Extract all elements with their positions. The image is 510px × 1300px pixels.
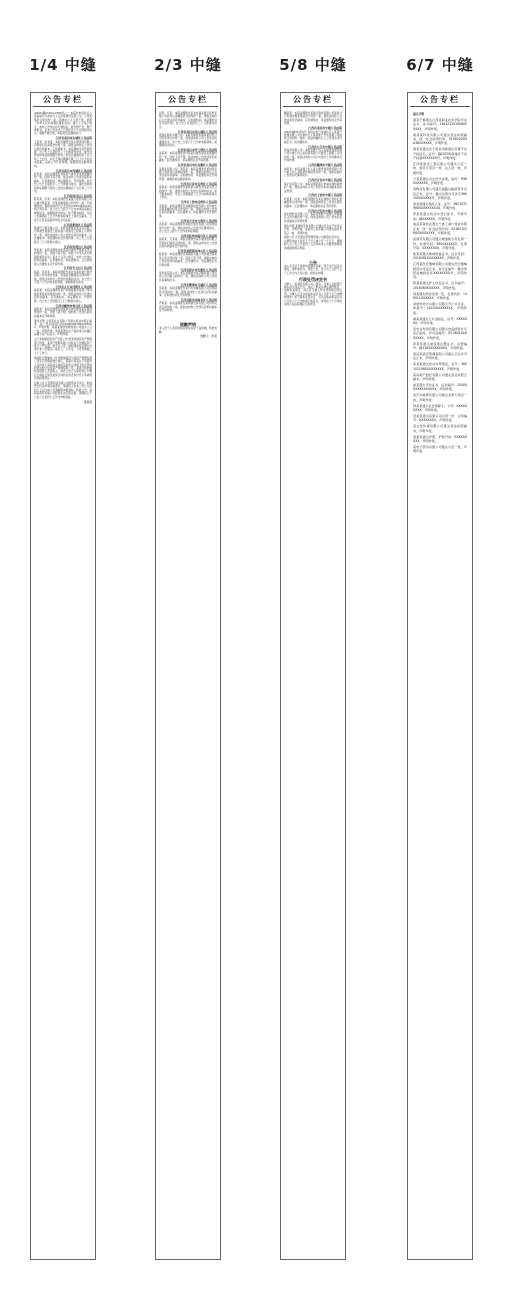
- newspaper-strip-6-7: [407, 92, 473, 1260]
- strip-header: 公告专栏: [283, 93, 343, 107]
- notice-text: 某生物科技有限公司：本院受理破产管理人申请确认合同无效纠纷一案，现依法向你公司公告送达起诉状副本及开庭传票。: [284, 212, 342, 223]
- notice-text: 某农业发展有限公司遗失食品经营许可证正副本，许可证编号：JY13601XXXXXXXX，声明作废。: [413, 326, 467, 340]
- notice-text: 注销公告 江西某科技有限公司经股东会决议，拟向登记机关申请注销登记，请债权人自本公告之日起四十五日内向公司清算组申报债权。特此公告。南昌某商贸有限公司经股东决定拟注销，请债权人于公告之日起四十五日内申报债权。: [34, 382, 92, 399]
- notice-court-title: 江西省新余市渝水区人民法院: [180, 297, 217, 302]
- notice-text: 叶某某、叶某：本院受理原告某农商银行诉你们金融借款合同纠纷一案，现依法向你们公告送达起诉状副本、应诉通知书、举证通知书及开庭传票。: [284, 197, 342, 208]
- notice-court-title: 江西省安义县人民法院: [64, 266, 92, 271]
- notice-item: [413, 362, 467, 371]
- notice-text: 徐某某遗失残疾人证，证号：3601031980XXXXXXXX44，声明作废。: [413, 201, 467, 211]
- notice-text: (2025)赣01执恢号 本院在执行申请执行人某资产管理有限公司与被执行人某房地产开发有限公司借款合同纠纷一案中，依法向被执行人公告送达执行裁定书、拍卖通知书。: [284, 130, 342, 144]
- column-label-row: [0, 54, 510, 78]
- notice-text: 邓某某遗失机动车驾驶证，证号：3601021985XXXXXXXX，声明作废。: [413, 362, 467, 371]
- notice-item: [413, 352, 467, 361]
- notice-court-title: 江西省南昌市青山湖区人民法院: [177, 129, 217, 134]
- notice-court-title: 江西省宜春市袁州区人民法院: [180, 181, 217, 186]
- notice-item: [284, 112, 342, 126]
- notice-item: [284, 179, 342, 193]
- notice-item: [159, 183, 217, 200]
- notice-text: 南昌某科技有限公司遗失营业执照副本，统一社会信用代码：91360100MA38XXXXXX，声明作废。: [413, 132, 467, 146]
- notice-item: [413, 237, 467, 250]
- notice-text: 某房地产经纪有限公司遗失营业执照正副本，声明作废。: [413, 372, 467, 382]
- notice-item: [159, 284, 217, 298]
- notice-text: 彭某某遗失建造师注册证书，注册编号：赣136XXXXXXXXX，声明作废。: [413, 341, 467, 351]
- notice-item: [413, 252, 467, 261]
- notice-court-title: 江西省九江市中级人民法院: [308, 144, 342, 149]
- notice-court-title: 江西省南昌市红谷滩区人民法院: [177, 163, 217, 168]
- notice-text: 某置业有限公司、邹某某：本院受理原告某担保有限公司诉你们追偿权纠纷一案，现依法向你们公告送达起诉状副本、应诉通知书、举证通知书及开庭传票，逾期将依法缺席裁判。: [159, 167, 217, 181]
- spacer: [284, 252, 342, 258]
- notice-text: 减资公告 江西某投资管理有限公司经股东会决议，注册资本由人民币五千万元减少至一千万元，请债权人自公告之日起四十五日内向本公司要求清偿债务或提供相应担保。: [284, 236, 342, 250]
- notice-text: 涂某遗失学位证书，证书编号：1040XXXXXXXXXXXX，声明作废。: [413, 382, 467, 392]
- notice-item: [413, 424, 467, 433]
- notice-text: 钟某某遗失社会保障卡，卡号：XXXXXXXXX，声明作废。: [413, 403, 467, 412]
- column-label-1-4: 1/4 中缝: [29, 56, 97, 74]
- notice-text: 关于并购重组及资产处置公告 经某市国有资产管理部门批准，某资产管理有限公司拟对下列债权资产进行公开处置，现予以公告。债权明细及处置方式请与本公司联系。联系人：万先生。公告有效期二十个工作日。: [34, 338, 92, 355]
- notice-court-title: 江西省上饶市信州区人民法院: [180, 200, 217, 205]
- notice-court-title: 江西省南昌市中级人民法院: [308, 126, 342, 131]
- notice-item: [284, 194, 342, 208]
- notice-item: [413, 202, 467, 211]
- notice-text: 王某某、李某某：本院受理原告某小额贷款有限公司诉你们民间借贷纠纷一案，现依法向你们公告送达起诉状副本、应诉通知书、举证通知书及开庭传票。自公告之日起经过三十日即视为送达。提出答辩状和举证的期限分别为公告送达期满后的十五日和三十日内，并定于举证期满后第三日上午九时在本院第三法庭公开开庭审理，逾期将依法缺席裁判。: [34, 140, 92, 168]
- notice-text: 某物流有限公司遗失道路运输经营许可证正本，证号：赣交运管许可洪字3601000XXXXX号，声明作废。: [413, 187, 467, 200]
- notice-text: 蔡某某遗失护照，护照号码：EXXXXXXXX，声明作废。: [413, 434, 467, 443]
- notice-text: 刘某某：本院受理上诉人某小额贷款股份有限公司与被上诉人刘某某民间借贷纠纷一案，现依法向你公告送达民事判决书。: [284, 167, 342, 178]
- notice-text: 吴某某遗失房屋买卖合同一份，合同编号：XXXXXXXX，声明作废。: [413, 413, 467, 423]
- notice-text: 遗失声明 江西某实业有限公司遗失营业执照正副本，统一社会信用代码9136010079XXXXXXXX，声明作废。南昌某餐饮管理有限公司遗失公章一枚，声明作废。刘某某遗失位于南昌市红谷滩区房屋不动产权证书，声明作废。: [34, 319, 92, 337]
- notice-item: [159, 201, 217, 218]
- notice-item: [284, 127, 342, 144]
- notice-court-title: 江西省南昌市西湖区人民法院: [55, 168, 92, 173]
- notice-text: 罗某某遗失机动车登记证书，号牌号码：赣AXXXXX，声明作废。: [413, 212, 467, 221]
- closing-text: 本人名下位于南昌市东湖区房屋，因不动产权证书遗失，现申请补办，特此公告。自公告之日起十五个工作日内无异议的，将依法办理。: [284, 264, 342, 275]
- signature: 清算组: [83, 399, 92, 404]
- notice-item: [413, 404, 467, 413]
- notice-court-title: 江西省鹰潭市月湖区人民法院: [180, 282, 217, 287]
- notice-item: [34, 305, 92, 319]
- notice-court-title: 江西省九江市浔阳区人民法院: [55, 285, 92, 289]
- sub-title: 行政处罚决定书: [299, 277, 327, 283]
- notice-item: [413, 147, 467, 160]
- notice-item: [284, 210, 342, 224]
- strip-header: 公告专栏: [410, 93, 470, 107]
- notice-text: (2025)赣0102执2300号之一 本院依申请执行人南昌银行与被执行人江西某商贸有限公司、王某某借款合同纠纷一案，因被执行人下落不明，依照《中华人民共和国民事诉讼法》第九十五条之规定，向你公告送达执行通知书、报告财产令、财产申报表。自本公告发出之日起经过六十日即视为送达。逾期不履行的，本院将依法强制执行。: [34, 112, 92, 136]
- notice-item: [413, 302, 467, 315]
- signature: 致歉人：徐某: [200, 334, 217, 339]
- notice-text: 某建设工程有限公司：本院受理原告某劳务有限公司诉被告某建设工程有限公司建设工程施工合同纠纷一案，现依法向你公司公告送达起诉状副本、应诉通知书、举证通知书及开庭传票。自公告之日起经过三十日即视为送达。: [34, 227, 92, 244]
- notice-text: 某物业服务有限公司：本院受理原告胡某某诉你公司劳动争议纠纷一案，现依法向你公司公告送达民事判决书，自公告之日起六十日内来本院领取，逾期即视为送达。: [159, 133, 217, 148]
- notice-text: 债权转让暨催收公告 根据某银行与某资产管理有限公司签订的债权转让协议，某银行将其对下列借款人及担保人享有的主债权及担保合同项下的全部权利依法转让给某资产管理有限公司。某银行特此通知各借款人及担保人，请自公告之日起向受让方履行主债权合同及担保合同约定的还本付息义务或相应的担保责任。: [34, 356, 92, 381]
- notice-item: [413, 222, 467, 235]
- notice-text: 严某某：本院受理原告某钢铁贸易有限公司诉你买卖合同纠纷一案，现依法向你公告送达起诉状副本及开庭传票。: [159, 302, 217, 313]
- notice-text: 遗失声明 某建筑劳务有限公司遗失安全生产许可证正本，声明作废。某装饰工程有限公司遗失财务专用章一枚，声明作废。: [284, 224, 342, 235]
- notice-item: [159, 235, 217, 249]
- notice-item: [413, 435, 467, 444]
- notice-item: [34, 112, 92, 136]
- notice-text: 吴某某：本院受理原告某汽车金融有限公司诉你借款合同纠纷一案，现依法向你公告送达起诉状副本、应诉通知书及开庭传票。: [159, 287, 217, 297]
- column-label-5-8: 5/8 中缝: [279, 56, 347, 74]
- notice-item: [284, 164, 342, 178]
- notice-text: 某汽车维修有限公司遗失发票专用章一枚，声明作废。: [413, 393, 467, 402]
- notice-text: 某电子商务有限公司遗失公章一枚，声明作废。: [413, 444, 467, 454]
- notice-item: [159, 220, 217, 234]
- strip-body: [281, 109, 345, 1257]
- notice-court-title: 江西省吉安市中级人民法院: [308, 208, 342, 213]
- notice-item: [413, 177, 467, 186]
- notice-court-title: 江西省新建区人民法院: [64, 222, 92, 227]
- notice-text: 杨某、吴某某：本院受理原告某农村商业银行股份有限公司与被告杨某、吴某某金融借款合同纠纷一案，现依法向你们公告送达民事判决书。自公告之日起六十日内来本院领取，逾期即视为送达。: [34, 270, 92, 285]
- notice-item: [159, 269, 217, 283]
- notice-text: 南昌某餐饮店遗失个体工商户营业执照正本，统一社会信用代码：92360102MA3XXXXXXX，声明作废。: [413, 222, 467, 236]
- column-label-2-3: 2/3 中缝: [154, 56, 222, 74]
- notice-item: [413, 162, 467, 175]
- notice-item: [413, 292, 467, 301]
- notice-court-title: 江西省萍乡市安源区人民法院: [180, 267, 217, 272]
- notice-item: [413, 281, 467, 290]
- closing-text: 本人因个人原因对相关单位造成不良影响，特此致歉。: [159, 327, 217, 334]
- spacer: [159, 314, 217, 320]
- notice-item: [413, 414, 467, 423]
- notice-item: [413, 373, 467, 382]
- notice-text: 涂某某：本院受理原告付某某诉被告涂某某离婚纠纷一案，因你下落不明，依法向你公告送达起诉状副本、应诉通知书、举证通知书及开庭传票。: [159, 152, 217, 163]
- newspaper-strip-5-8: [280, 92, 346, 1260]
- closing-title: 致歉声明: [180, 321, 196, 327]
- notice-text: 某装饰设计有限公司遗失开户许可证，核准号：J42100XXXXXXX，声明作废。: [413, 301, 467, 315]
- notice-item: [284, 146, 342, 163]
- notice-text: 龚某某遗失士兵退役证，证号：XXXXXXX，声明作废。: [413, 316, 467, 326]
- notice-text: 曾某某：本院受理原告晏某某诉被告曾某某买卖合同纠纷一案，现依法向你公告送达民事判决书。如不服本判决，可在公告期满后十五日内向本院递交上诉状。: [159, 186, 217, 200]
- notice-text: 万某某遗失出生医学证明，编号：R360XXXXXX，声明作废。: [413, 176, 467, 186]
- notice-court-title: 江西省吉安市吉州区人民法院: [180, 218, 217, 223]
- strip-header: 公告专栏: [158, 93, 218, 107]
- notice-item: [34, 246, 92, 266]
- notice-court-title: 江西省抚州市临川区人民法院: [180, 233, 217, 238]
- notice-text: 黄某某：本院受理原告某汽车销售服务有限公司诉被告黄某某追偿权纠纷一案，现依法向你公告送达起诉状副本、应诉通知书、举证通知书、开庭传票。自公告之日起经过三十日即视为送达。: [34, 289, 92, 303]
- notice-item: [34, 224, 92, 244]
- notice-item: [413, 393, 467, 402]
- strip-header: 公告专栏: [33, 93, 93, 107]
- notice-item: [34, 286, 92, 303]
- notice-text: 陈某某、彭某：本院受理原告某银行股份有限公司与被告陈某某、彭某金融借款合同纠纷一案，已审理终结。现依法向你们公告送达(2025)赣0121民初字判决书。自公告之日起六十日内来本院领取民事判决书，逾期则视为送达。如不服本判决，可在公告期满后十五日内向本院递交上诉状及副本，上诉于江西省南昌市中级人民法院。: [34, 198, 92, 222]
- notice-court-title: 江西省进贤县人民法院: [64, 244, 92, 249]
- notice-text: 南昌某酒店管理有限公司遗失卫生许可证正本，声明作废。: [413, 352, 467, 361]
- newspaper-strip-2-3: [155, 92, 221, 1260]
- notice-item: [34, 170, 92, 194]
- notice-item: [413, 187, 467, 200]
- notice-item: [413, 342, 467, 351]
- notice-item: [413, 133, 467, 146]
- notice-item: [413, 212, 467, 221]
- notice-text: 谢某某：本院受理原告钟某某诉被告谢某某民间借贷纠纷一案，因你下落不明，现向你公告送达起诉状副本及开庭传票。: [34, 307, 92, 318]
- notice-item: [413, 317, 467, 326]
- notice-item: [159, 131, 217, 148]
- strip-body: [408, 109, 472, 1257]
- notice-text: 彭某、万某：本院受理原告某农村商业银行股份有限公司诉你们金融借款合同纠纷一案，现依法向你们公告送达起诉状副本、应诉通知书、举证通知书及开庭传票。自公告之日起经过三十日即视为送达。: [159, 112, 217, 129]
- notice-text: 某文化传媒有限公司遗失营业执照副本，声明作废。: [413, 424, 467, 433]
- notice-court-title: 江西省赣州市章贡区人民法院: [55, 303, 92, 308]
- notice-text: 肖某某：本院受理原告某银行股份有限公司诉你信用卡纠纷一案，现依法向你公告送达民事判决书，自公告之日起六十日内来本院领取。: [159, 223, 217, 233]
- strip-body: [156, 109, 220, 1257]
- notice-item: [159, 149, 217, 163]
- closing-title: 公告: [309, 259, 317, 265]
- notice-item: [34, 195, 92, 222]
- notice-court-title: 江西省南昌市东湖区人民法院: [55, 136, 92, 141]
- notice-text: 胡某某遗失位于南昌市新建区房屋不动产权证书，证号：赣(2020)新建区不动产权第00XXXXX号，声明作废。: [413, 147, 467, 161]
- notice-item: [34, 267, 92, 284]
- notice-text: 程某某：本院受理原告某陶瓷有限公司诉被告程某某买卖合同纠纷一案，因你下落不明，现依法向你公告送达起诉状副本、应诉通知书、举证通知书及开庭传票。: [159, 253, 217, 267]
- notice-text: 熊某某遗失教师资格证书，证书号码：2018361XXXXXXXX，声明作废。: [413, 251, 467, 261]
- notice-item: [413, 118, 467, 131]
- notice-text: 某商贸有限公司遗失增值税专用发票一份，发票代码：3600XXXXXX，发票号码：0XXXXXXX，声明作废。: [413, 237, 467, 250]
- notice-text: 某矿业有限公司：本院受理某银行申请实现担保物权一案，现依法向你公司公告送达申请书副本及听证传票。: [284, 182, 342, 193]
- notice-item: [34, 382, 92, 399]
- notice-court-title: 江西省上饶市中级人民法院: [308, 193, 342, 198]
- notice-text: 某贸易有限公司：本院受理原告某运输有限公司诉你公司运输合同纠纷一案，现依法向你公司公告送达民事判决书。: [159, 271, 217, 282]
- newspaper-strip-1-4: [30, 92, 96, 1260]
- notice-text: 陈某某遗失护士执业证书，证书编号：2016360XXXXXX，声明作废。: [413, 281, 467, 290]
- notice-item: [413, 445, 467, 454]
- notice-text: 江西某建设工程有限公司遗失公章一枚、财务专用章一枚、法人章一枚，声明作废。: [413, 162, 467, 175]
- notice-item: [34, 320, 92, 337]
- notice-item: [284, 236, 342, 250]
- notice-court-title: 江西省景德镇市珠山区人民法院: [177, 249, 217, 254]
- notice-item: [159, 299, 217, 313]
- notice-item: [34, 357, 92, 381]
- column-label-6-7: 6/7 中缝: [406, 56, 474, 74]
- notice-text: 江西某医疗器械有限公司遗失医疗器械经营许可证正本，许可证编号：赣洪食药监械经营许XXXXXXXX号，声明作废。: [413, 262, 467, 280]
- notice-item: [413, 112, 467, 116]
- notice-item: [159, 164, 217, 181]
- notice-text: 张某某：本院受理原告刘某某与被告张某某离婚纠纷一案，因你下落不明，依法向你公告送达起诉状副本、应诉通知书、举证通知书、开庭传票。自发出公告之日起经过三十日即视为送达。提出答辩状和举证期限分别为公告送达期满后十五日和三十日内。: [34, 172, 92, 193]
- notice-text: 饶某某、艾某某：本院受理原告某小额贷款有限公司诉你们借款合同纠纷一案，现依法向你们公告送达起诉状副本及开庭传票。: [159, 238, 217, 249]
- notice-court-title: 江西省南昌市青云谱区人民法院: [177, 148, 217, 153]
- strip-body: [31, 109, 95, 1257]
- notice-item: [413, 327, 467, 340]
- notice-text: 黄某不慎遗失江西某职业技术学院毕业证书，证书编号：136121201906000XXX，声明作废。: [413, 117, 467, 131]
- notice-item: [413, 262, 467, 280]
- notice-item: [413, 383, 467, 392]
- notice-court-title: 遗失声明: [413, 112, 425, 116]
- notice-item: [34, 338, 92, 355]
- notice-text: 刘某遗失购房发票一张，发票代码：136011XXXXXX，声明作废。: [413, 291, 467, 301]
- notice-item: [159, 112, 217, 129]
- notice-item: [159, 250, 217, 267]
- notice-item: [34, 137, 92, 168]
- notice-text: 余某某：本院受理原告某融资租赁有限公司诉被告余某某融资租赁合同纠纷一案，现依法向你公告送达起诉状副本、应诉通知书、举证通知书及开庭传票。: [159, 204, 217, 218]
- notice-court-title: 江西省赣州市中级人民法院: [308, 163, 342, 168]
- sub-text: 当事人：某餐饮有限公司。经查，当事人在经营过程中存在违法行为，违反了相关法律法规的规定，依据有关规定，决定对当事人作出罚款的行政处罚。当事人应当自收到本决定书之日起十五日内缴纳罚款。如不服本处罚决定，可以在收到本决定书之日起六十日内申请行政复议，或者在六个月内依法向人民法院提起行政诉讼。: [284, 282, 342, 306]
- notice-text: 魏某某：本院受理原告某银行股份有限公司南昌分行诉被告魏某某信用卡纠纷一案，现依法向你公告送达起诉状副本、应诉通知书、举证通知书及开庭传票。: [284, 112, 342, 126]
- notice-item: [284, 225, 342, 235]
- notice-text: 罗某某：本院受理原告熊某某诉被告罗某某买卖合同纠纷一案，因你下落不明，依照《中华人民共和国民事诉讼法》第九十五条之规定，向你公告送达起诉状副本、应诉通知书、举证通知书、合议庭组成人员通知书及开庭传票。: [34, 248, 92, 266]
- notice-court-title: 江西省南昌县人民法院: [64, 193, 92, 198]
- notice-text: 某投资有限公司：本院受理上诉人某建设集团有限公司与被上诉人某投资有限公司建设工程施工合同纠纷一案，现依法向你公司公告送达上诉状副本及开庭传票。: [284, 149, 342, 163]
- notice-court-title: 江西省宜春市中级人民法院: [308, 178, 342, 183]
